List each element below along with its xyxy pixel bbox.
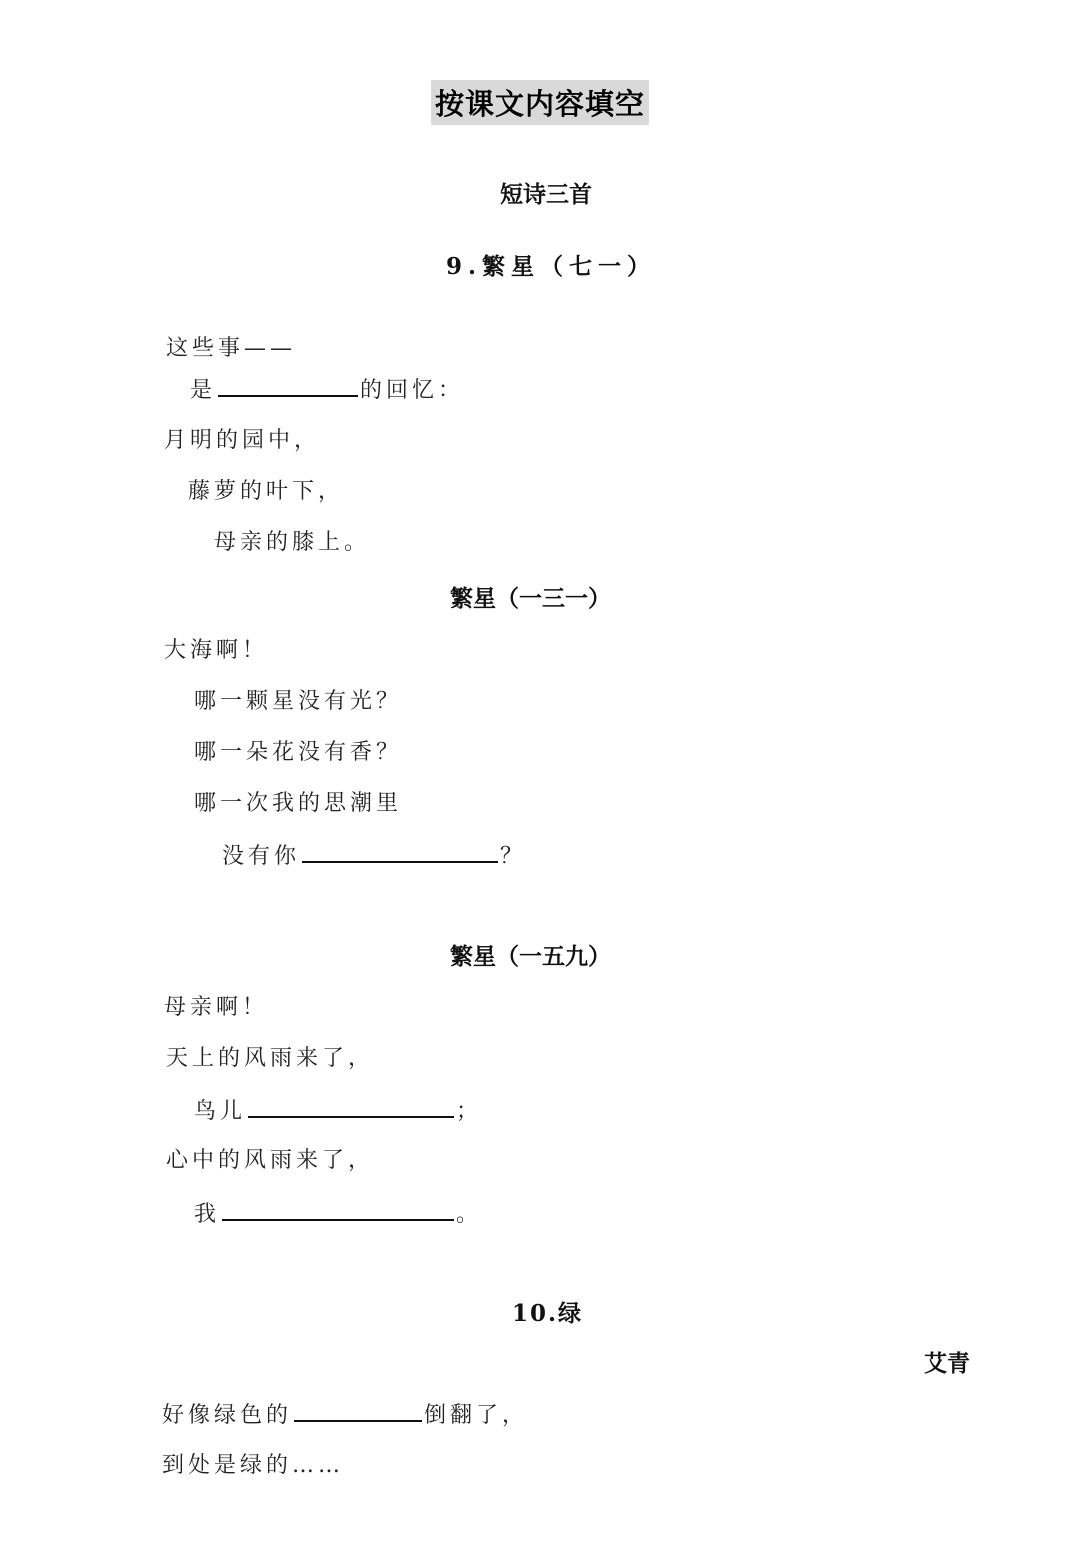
- poem2-line-5-start: 没有你: [222, 844, 301, 870]
- poem3-line-2: 天上的风雨来了，: [166, 1046, 375, 1071]
- poem3-line-3-start: 鸟儿: [194, 1099, 247, 1125]
- fill-blank-4[interactable]: [222, 1196, 454, 1221]
- poem1-line-3: 月明的园中，: [164, 428, 321, 453]
- worksheet-title: [0, 80, 1080, 125]
- poem2-line-4: 哪一次我的思潮里: [194, 791, 403, 816]
- poem1-line-5: 母亲的膝上。: [214, 530, 371, 555]
- fill-blank-3[interactable]: [248, 1093, 454, 1118]
- poem2-line-3: 哪一朵花没有香？: [194, 740, 403, 765]
- poem4-line-1-start: 好像绿色的: [162, 1403, 293, 1429]
- fill-blank-2[interactable]: [302, 838, 498, 863]
- poem2-heading: 繁星（一三一）: [450, 585, 611, 612]
- poem4-line-2: 到处是绿的……: [162, 1453, 345, 1478]
- poem4-line-1: [162, 1397, 528, 1429]
- fill-blank-5[interactable]: [294, 1397, 422, 1422]
- poem1-line-4: 藤萝的叶下，: [188, 479, 345, 504]
- worksheet-title-text: 按课文内容填空: [431, 80, 649, 125]
- poem2-line-2: 哪一颗星没有光？: [194, 689, 403, 714]
- poem3-line-1: 母亲啊！: [164, 995, 269, 1020]
- poem1-line-2: [190, 372, 464, 404]
- poem3-line-3-end: ；: [456, 1099, 483, 1125]
- poem3-heading: 繁星（一五九）: [450, 943, 611, 970]
- poem2-line-5-end: ？: [500, 844, 527, 870]
- poem4-heading: 10.绿: [512, 1300, 584, 1327]
- poem1-line-1: 这些事——: [166, 336, 297, 361]
- poem3-line-5-end: 。: [456, 1202, 483, 1228]
- poem1-line-2-start: 是: [190, 378, 217, 404]
- poem4-line-1-end: 倒翻了，: [424, 1403, 529, 1429]
- poem3-line-4: 心中的风雨来了，: [166, 1148, 375, 1173]
- poem3-line-5-start: 我: [194, 1202, 221, 1228]
- poem3-line-3: [194, 1093, 482, 1125]
- section-heading: 短诗三首: [500, 181, 592, 208]
- poem2-line-5: [222, 838, 526, 870]
- poem3-line-5: [194, 1196, 482, 1228]
- poem2-line-1: 大海啊！: [164, 638, 269, 663]
- fill-blank-1[interactable]: [218, 372, 358, 397]
- poem1-line-2-end: 的回忆：: [360, 378, 465, 404]
- poem1-heading: 9.繁星（七一）: [446, 253, 657, 280]
- poem4-author: 艾青: [924, 1350, 970, 1377]
